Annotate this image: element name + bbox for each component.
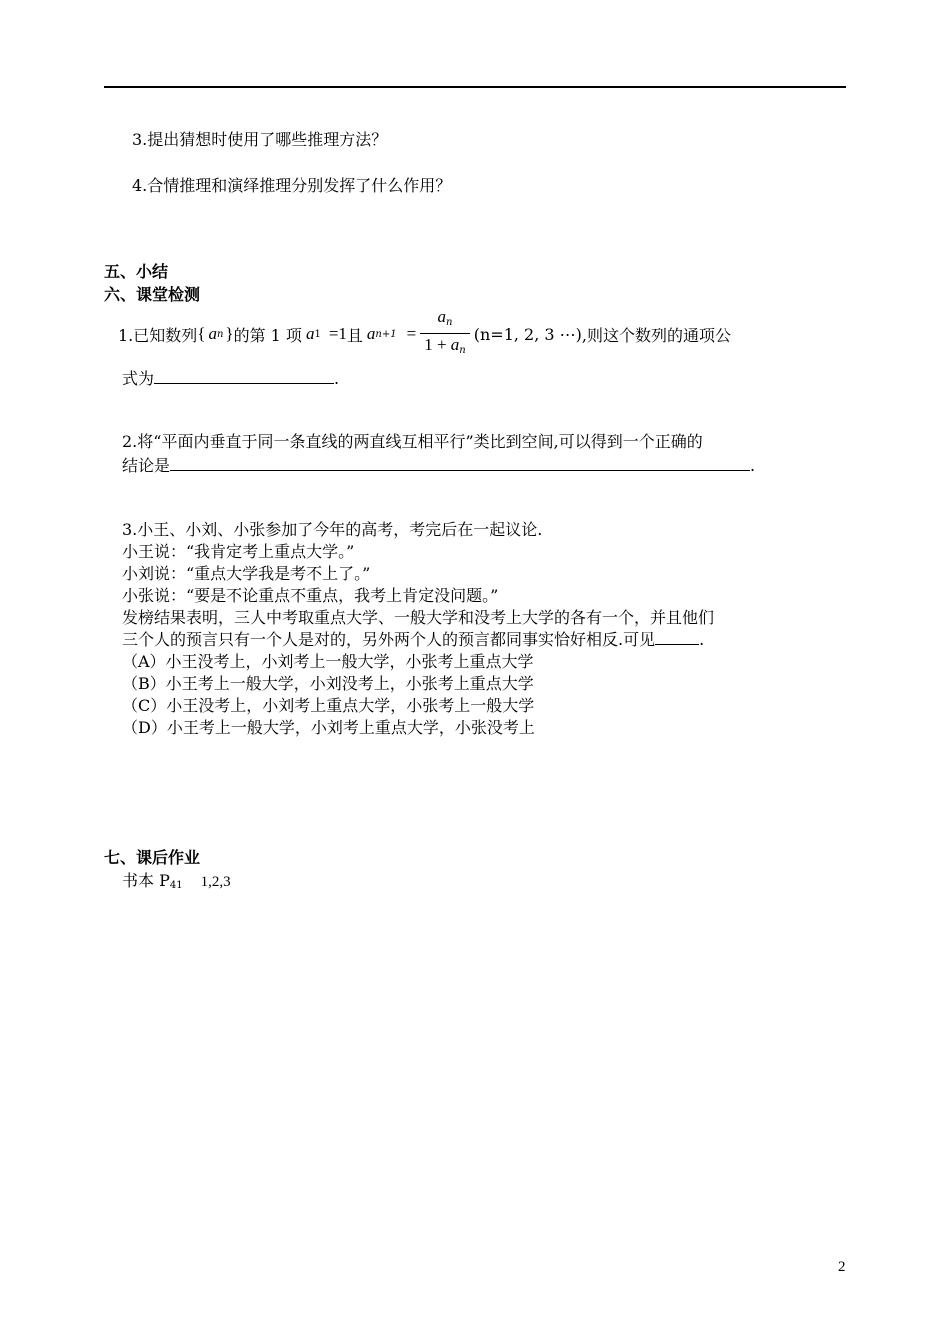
q2-answer-blank[interactable] bbox=[170, 455, 750, 471]
q1-den-sub: n bbox=[459, 344, 466, 356]
homework-items: 1,2,3 bbox=[200, 874, 231, 890]
q3-option-b: （B）小王考上一般大学，小刘没考上，小张考上重点大学 bbox=[122, 674, 534, 693]
q1-fraction-numerator bbox=[420, 307, 470, 334]
q1-text-and: 且 bbox=[346, 325, 363, 345]
q1-den-one: 1 + bbox=[424, 334, 451, 354]
q3-wang-says: 小王说：“我肯定考上重点大学。” bbox=[122, 542, 355, 561]
q2-end-period: . bbox=[750, 456, 756, 475]
q2-line1: 2.将“平面内垂直于同一条直线的两直线互相平行”类比到空间,可以得到一个正确的 bbox=[122, 432, 703, 451]
test-question-1 bbox=[118, 308, 731, 360]
q1-an1-sub: n+1 bbox=[375, 328, 397, 340]
q2-answer-line bbox=[122, 453, 755, 476]
homework-assignment bbox=[122, 868, 231, 891]
q3-option-d: （D）小王考上一般大学，小刘考上重点大学，小张没考上 bbox=[122, 718, 535, 737]
q1-condition: (n=1, 2, 3 ⋯) bbox=[473, 324, 582, 344]
q3-zhang-says: 小张说：“要是不论重点不重点，我考上肯定没问题。” bbox=[122, 586, 499, 605]
q1-answer-blank[interactable] bbox=[154, 368, 334, 384]
q1-a1-sub: 1 bbox=[314, 328, 321, 340]
header-rule bbox=[104, 86, 846, 88]
q3-answer-blank[interactable] bbox=[655, 629, 699, 645]
section-class-test-heading: 六、课堂检测 bbox=[104, 285, 201, 304]
homework-book: 书本 P bbox=[122, 871, 170, 890]
q1-brace-close: } bbox=[225, 324, 234, 343]
q1-seq-sub: n bbox=[216, 328, 224, 340]
q3-end-period: . bbox=[699, 630, 705, 649]
q3-intro: 3.小王、小刘、小张参加了今年的高考，考完后在一起议论. bbox=[122, 520, 543, 539]
page-number: 2 bbox=[838, 1259, 846, 1275]
q1-an1-var: a bbox=[366, 324, 376, 343]
q1-num-sub: n bbox=[446, 316, 453, 328]
q3-option-a: （A）小王没考上，小刘考上一般大学，小张考上重点大学 bbox=[122, 652, 534, 671]
q3-result-line2-text: 三个人的预言只有一个人是对的，另外两个人的预言都同事实恰好相反.可见 bbox=[122, 630, 656, 649]
q3-liu-says: 小刘说：“重点大学我是考不上了。” bbox=[122, 564, 371, 583]
q1-a1-var: a bbox=[305, 324, 315, 343]
q1-den-var: a bbox=[450, 334, 460, 354]
q1-text-first-term: 的第 1 项 bbox=[233, 325, 302, 345]
q1-a1-value: =1 bbox=[328, 324, 347, 343]
q1-brace-open: { bbox=[197, 324, 206, 343]
q1-text-intro: 1.已知数列 bbox=[118, 325, 198, 345]
q1-line2-label: 式为 bbox=[122, 369, 155, 388]
question-3-reasoning: 3.提出猜想时使用了哪些推理方法？ bbox=[132, 130, 388, 149]
homework-page-sub: 41 bbox=[169, 880, 183, 891]
section-homework-heading: 七、课后作业 bbox=[104, 848, 201, 867]
q1-answer-line bbox=[122, 366, 339, 389]
q1-equals: = bbox=[406, 324, 417, 343]
q1-seq-var: a bbox=[208, 324, 217, 343]
q3-result-line2 bbox=[122, 627, 704, 650]
q1-fraction-denominator bbox=[420, 334, 470, 362]
q3-result-line1: 发榜结果表明，三人中考取重点大学、一般大学和没考上大学的各有一个，并且他们 bbox=[122, 608, 715, 627]
q2-line2-label: 结论是 bbox=[122, 456, 171, 475]
q1-text-tail: ,则这个数列的通项公 bbox=[581, 325, 732, 345]
q1-num-var: a bbox=[437, 306, 446, 326]
q1-fraction bbox=[420, 307, 470, 362]
q3-option-c: （C）小王没考上，小刘考上重点大学，小张考上一般大学 bbox=[122, 696, 535, 715]
section-summary-heading: 五、小结 bbox=[104, 262, 169, 281]
q1-end-period: . bbox=[334, 369, 340, 388]
question-4-reasoning: 4.合情推理和演绎推理分别发挥了什么作用？ bbox=[132, 176, 452, 195]
